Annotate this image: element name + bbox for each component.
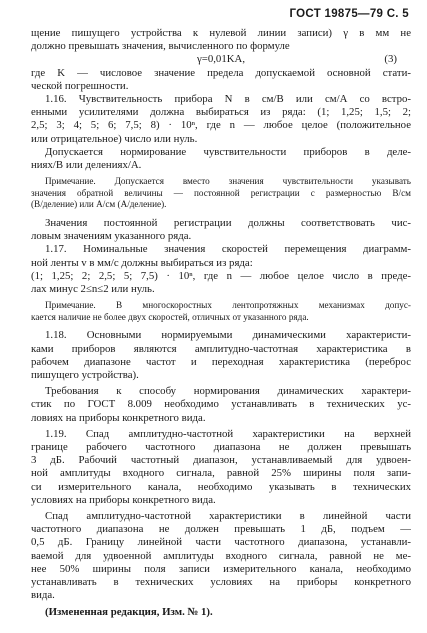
text-line: вида.: [31, 589, 55, 602]
text-line: ной ленты v в мм/с должны выбираться из ряда:: [31, 256, 253, 269]
text-line: границе рабочего частотного диапазона не должен превышать: [31, 441, 411, 454]
text-line: 1.18. Основными нормируемыми динамическими характеристи-: [45, 329, 411, 342]
paragraph-where-k: [31, 67, 411, 93]
paragraph-normalization: [31, 385, 411, 425]
text-line: 2,5; 3; 4; 5; 6; 7,5; 8) · 10ⁿ, где n — любое целое (положительное: [31, 119, 411, 132]
text-line: щение пишущего устройства к нулевой линии записи) γ в мм не: [31, 27, 411, 39]
text-line: 1.16. Чувствительность прибора N в см/В или см/А со встро-: [45, 93, 411, 106]
text-line: Требования к способу нормирования динамических характери-: [45, 385, 411, 398]
text-line: ками приборов являются амплитудно-частотная характеристика в: [31, 342, 411, 355]
amendment-note: (Измененная редакция, Изм. № 1).: [45, 606, 213, 619]
note-line: (В/деление) или А/см (А/деление).: [31, 199, 167, 210]
note-speeds: [31, 300, 411, 323]
page-header: ГОСТ 19875—79 С. 5: [289, 8, 409, 20]
text-line: рабочем диапазоне частот и переходная характеристика (переброс: [31, 355, 411, 368]
note-line: кается наличие не более двух скоростей, отличных от указанного ряда.: [31, 311, 309, 322]
text-line: где K — числовое значение предела допускаемой основной стати-: [31, 66, 411, 79]
text-line: лах минус 2≤n≤2 или нуль.: [31, 283, 155, 296]
text-line: условиях на приборы конкретного вида.: [31, 493, 216, 506]
note-sensitivity: [31, 176, 411, 211]
text-line: 1.19. Спад амплитудно-частотной характеристики на верхней: [45, 427, 411, 440]
clause-1-19: [31, 428, 411, 507]
formula-number: (3): [384, 53, 397, 66]
text-line: пишущего устройства).: [31, 369, 139, 382]
paragraph-registration-constant: [31, 217, 411, 243]
paragraph-formula-intro: [31, 27, 411, 53]
note-line: значения обратной величины — постоянной регистрации с размерностью В/см: [31, 187, 411, 198]
text-line: ловым значениям указанного ряда.: [31, 230, 192, 243]
formula-text: γ=0,01KA,: [196, 53, 246, 66]
clause-1-18: [31, 329, 411, 382]
text-line: ниях/В или делениях/А.: [31, 159, 142, 172]
text-line: ваемой для удвоенной амплитуды входного сигнала, равной не ме-: [31, 549, 411, 562]
text-line: Допускается нормирование чувствительности приборов в деле-: [45, 145, 411, 158]
text-line: частотного диапазона не должен превышать 1 дБ, подъем —: [31, 523, 411, 536]
document-body: [31, 27, 411, 620]
text-line: должно превышать значения, вычисленного по формуле: [31, 40, 290, 53]
text-line: Значения постоянной регистрации должны соответствовать чис-: [45, 217, 411, 230]
clause-1-16: [31, 93, 411, 172]
text-line: ческой погрешности.: [31, 79, 129, 92]
text-line: енными усилителями должна выбираться из ряда: (1; 1,25; 1,5; 2;: [31, 106, 411, 119]
formula-3: [31, 53, 411, 66]
text-line: 3 дБ. Рабочий частотный диапазон, устанавливаемый для удвоен-: [31, 454, 411, 467]
note-line: Примечание. В многоскоростных лентопротяжных механизмах допус-: [45, 300, 411, 311]
text-line: 1.17. Номинальные значения скоростей перемещения диаграмм-: [45, 243, 411, 256]
text-line: ловиях на приборы конкретного вида.: [31, 411, 206, 424]
text-line: (1; 1,25; 2; 2,5; 5; 7,5) · 10ⁿ, где n — любое целое число в преде-: [31, 269, 411, 282]
text-line: устанавливать в технических условиях на приборы конкретного: [31, 576, 411, 589]
text-line: си измерительного канала, необходимо указывать в технических: [31, 480, 411, 493]
text-line: нее 50% ширины поля записи измерительного канала, необходимо: [31, 562, 411, 575]
text-line: Спад амплитудно-частотной характеристики в линейной части: [45, 510, 411, 523]
text-line: стик по ГОСТ 8.009 необходимо устанавливать в технических ус-: [31, 398, 411, 411]
text-line: 0,5 дБ. Границу линейной части частотного диапазона, устанавли-: [31, 536, 411, 549]
note-line: Примечание. Допускается вместо значения чувствительности указывать: [45, 176, 411, 187]
clause-1-17: [31, 243, 411, 296]
paragraph-linear-part: [31, 510, 411, 602]
text-line: или отрицательное) число или нуль.: [31, 132, 198, 145]
text-line: ной амплитуды входного сигнала, равной 25% ширины поля запи-: [31, 467, 411, 480]
